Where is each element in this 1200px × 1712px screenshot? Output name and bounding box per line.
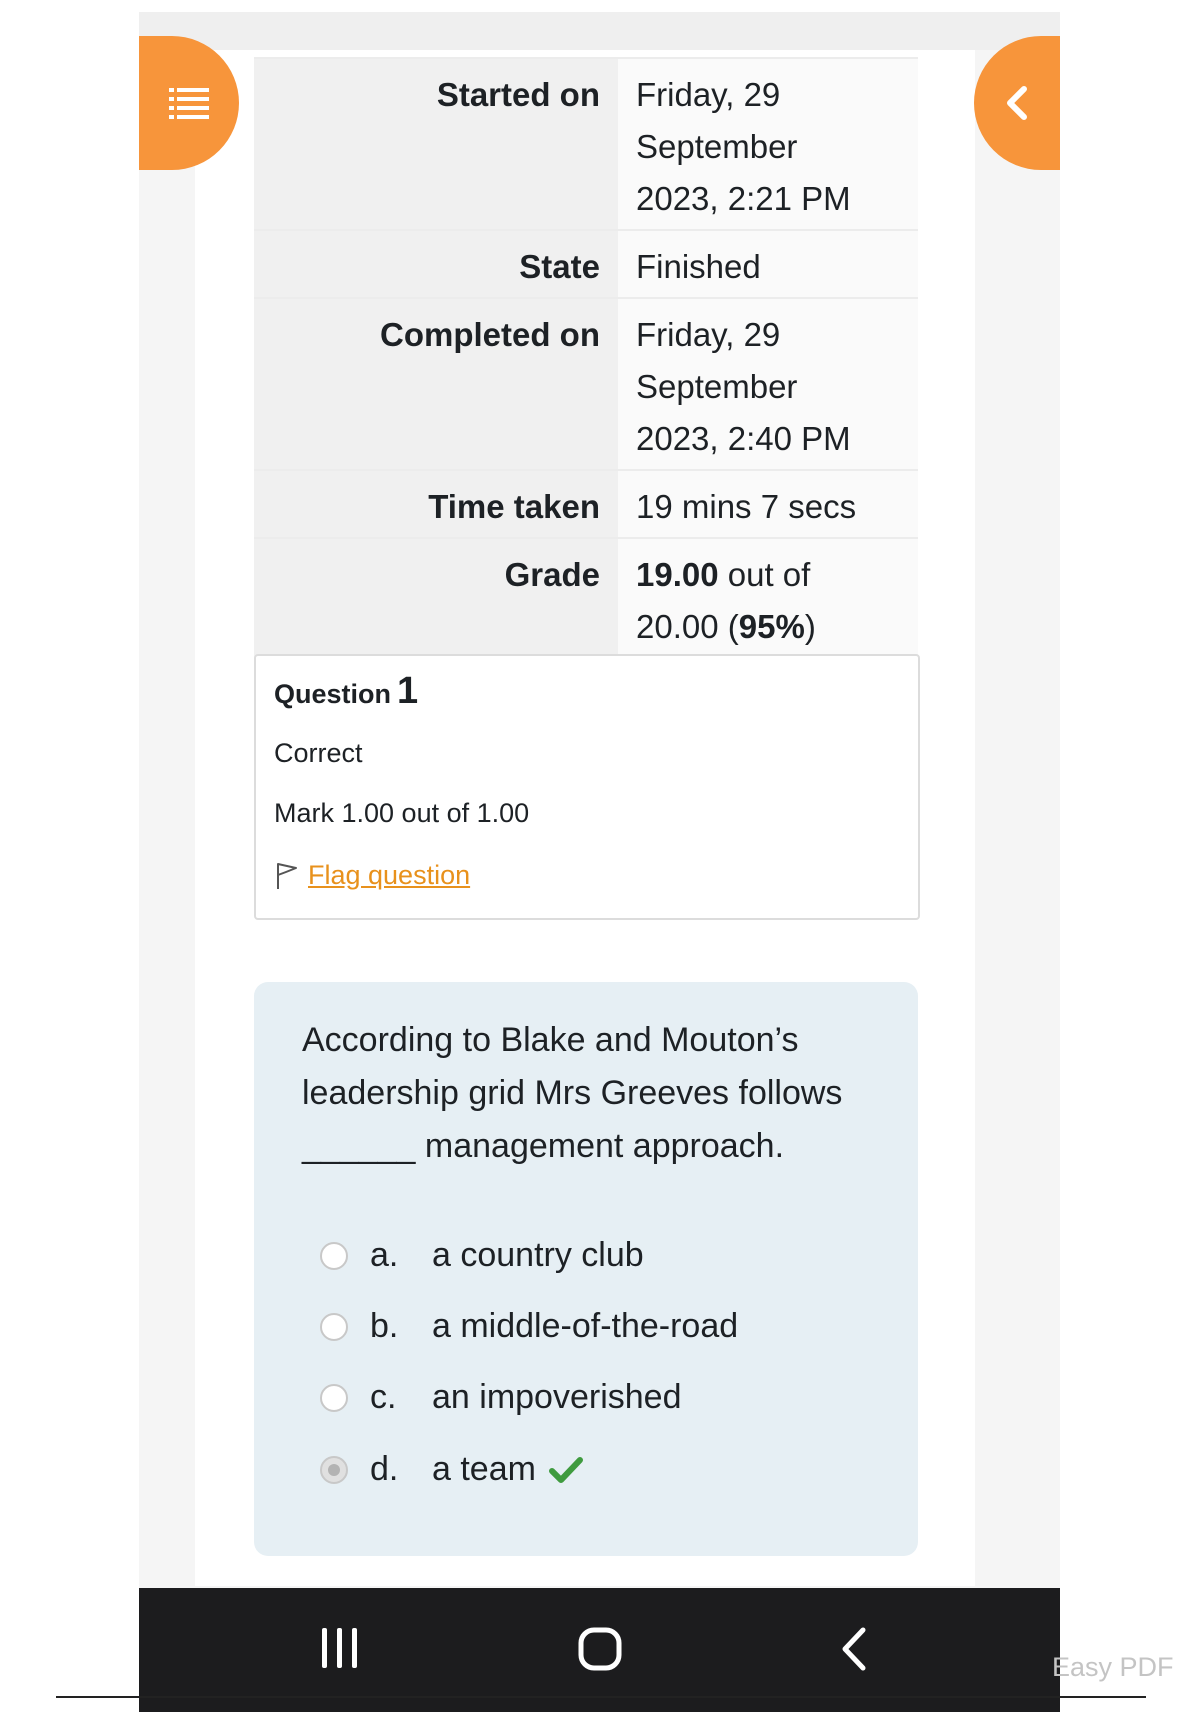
question-mark: Mark 1.00 out of 1.00	[274, 798, 530, 828]
radio-button[interactable]	[320, 1384, 348, 1412]
back-icon	[839, 1626, 869, 1672]
summary-row-completed	[254, 298, 918, 470]
answer-letter: a.	[370, 1236, 399, 1274]
summary-label: State	[254, 230, 618, 298]
check-icon	[548, 1455, 584, 1485]
answer-option-b[interactable]	[320, 1307, 738, 1346]
recent-apps-button[interactable]	[319, 1626, 361, 1675]
answer-option-c[interactable]	[320, 1378, 681, 1417]
home-button[interactable]	[577, 1626, 623, 1677]
summary-row-time-taken	[254, 470, 918, 538]
answer-text: an impoverished	[432, 1378, 682, 1416]
chevron-left-icon	[1002, 83, 1032, 123]
top-strip	[139, 12, 1060, 50]
question-text: According to Blake and Mouton’s leadership grid Mrs Greeves follows ______ management approach.	[302, 1021, 843, 1165]
recent-apps-icon	[319, 1626, 361, 1670]
back-button[interactable]	[839, 1626, 869, 1677]
summary-label: Completed on	[254, 298, 618, 470]
summary-row-state	[254, 230, 918, 298]
radio-button-checked[interactable]	[320, 1456, 348, 1484]
divider	[56, 1696, 1146, 1698]
question-info-box	[254, 654, 920, 920]
question-state: Correct	[274, 738, 363, 768]
grade-percent: 95%	[738, 608, 805, 645]
phone-screen	[139, 12, 1060, 1700]
answer-text: a middle-of-the-road	[432, 1307, 739, 1345]
summary-row-grade	[254, 538, 918, 673]
grade-score: 19.00	[636, 556, 719, 593]
answer-letter: c.	[370, 1378, 397, 1416]
list-icon	[169, 86, 209, 120]
home-icon	[577, 1626, 623, 1672]
summary-label: Started on	[254, 58, 618, 230]
summary-value: Friday, 29 September 2023, 2:40 PM	[618, 298, 918, 470]
radio-button[interactable]	[320, 1242, 348, 1270]
flag-question-link[interactable]: Flag question	[308, 860, 471, 890]
attempt-summary-table	[254, 57, 918, 673]
answer-letter: b.	[370, 1307, 399, 1345]
radio-button[interactable]	[320, 1313, 348, 1341]
summary-label: Grade	[254, 538, 618, 673]
question-title: Question 1	[274, 670, 419, 712]
answer-option-d[interactable]	[320, 1450, 584, 1489]
answer-letter: d.	[370, 1450, 399, 1488]
summary-value: 19 mins 7 secs	[618, 470, 918, 538]
android-nav-bar	[139, 1588, 1060, 1712]
question-number: 1	[397, 670, 419, 712]
answer-text: a country club	[432, 1236, 644, 1274]
summary-value: Finished	[618, 230, 918, 298]
grade-value: 19.00 out of 20.00 (95%)	[618, 538, 918, 673]
answer-option-a[interactable]	[320, 1236, 644, 1275]
block-drawer-button[interactable]	[974, 36, 1060, 170]
summary-row-started	[254, 58, 918, 230]
summary-value: Friday, 29 September 2023, 2:21 PM	[618, 58, 918, 230]
flag-icon	[274, 861, 298, 891]
flag-question[interactable]	[274, 860, 470, 891]
watermark: Easy PDF	[1052, 1652, 1174, 1682]
answer-text: a team	[432, 1450, 536, 1488]
summary-label: Time taken	[254, 470, 618, 538]
question-content	[254, 982, 918, 1556]
